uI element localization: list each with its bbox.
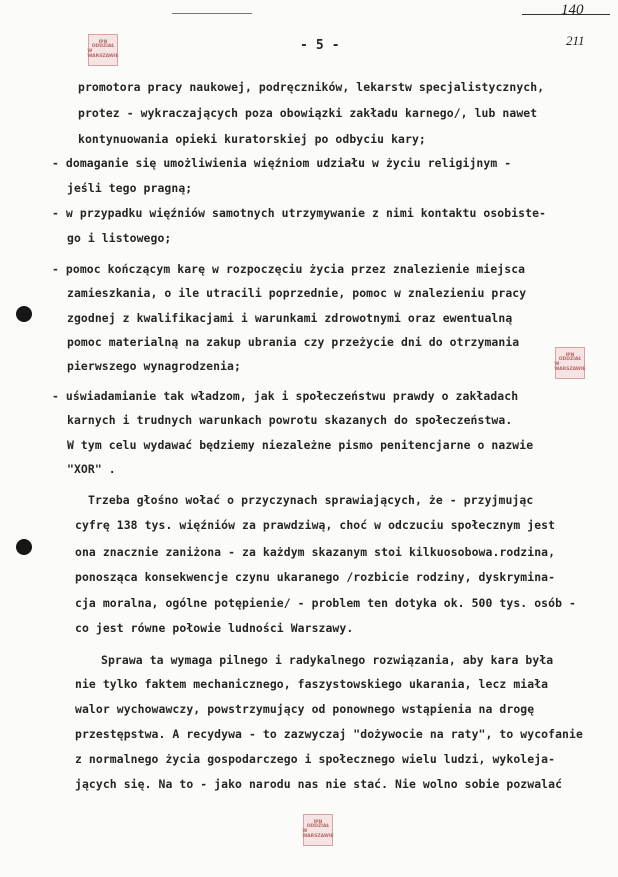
text-line: walor wychowawczy, powstrzymujący od ponownego wstąpienia na drogę — [75, 702, 535, 716]
text-line: co jest równe połowie ludności Warszawy. — [75, 621, 354, 635]
text-line: - w przypadku więźniów samotnych utrzymywanie z nimi kontaktu osobiste- — [52, 206, 546, 220]
ipn-stamp — [88, 34, 118, 66]
text-line: pomoc materialną na zakup ubrania czy przeżycie dni do otrzymania — [67, 335, 520, 349]
text-line: przestępstwa. A recydywa - to zazwyczaj "dożywocie na raty", to wycofanie — [75, 727, 583, 741]
text-line: zamieszkania, o ile utracili poprzednie, pomoc w znalezieniu pracy — [67, 286, 527, 300]
ipn-stamp — [303, 814, 333, 846]
text-line: zgodnej z kwalifikacjami i warunkami zdrowotnymi oraz ewentualną — [67, 311, 513, 325]
text-line: Trzeba głośno wołać o przyczynach sprawiających, że - przyjmując — [88, 493, 534, 507]
punch-hole — [16, 306, 32, 322]
text-line: protez - wykraczających poza obowiązki zakładu karnego/, lub nawet — [78, 106, 538, 120]
stamp-line: W WARSZAWIE — [87, 49, 119, 59]
top-rule-left — [172, 13, 252, 14]
text-line: ona znacznie zaniżona - za każdym skazanym stoi kilkuosobowa.rodzina, — [75, 545, 556, 559]
text-line: Sprawa ta wymaga pilnego i radykalnego rozwiązania, aby kara była — [101, 653, 554, 667]
text-line: cja moralna, ogólne potępienie/ - problem ten dotyka ok. 500 tys. osób - — [75, 596, 576, 610]
stamp-line: W WARSZAWIE — [554, 362, 586, 372]
text-line: karnych i trudnych warunkach powrotu skazanych do społeczeństwa. — [67, 413, 513, 427]
stamp-line: ODDZIAŁ — [558, 357, 582, 363]
text-line: ponosząca konsekwencje czynu ukaranego /rozbicie rodziny, dyskrymina- — [75, 570, 556, 584]
stamp-line: IPN — [313, 819, 323, 825]
page-marker: - 5 - — [300, 38, 340, 53]
stamp-line: W WARSZAWIE — [302, 829, 334, 839]
text-line: pierwszego wynagrodzenia; — [67, 359, 241, 373]
stamp-line: IPN — [98, 39, 108, 45]
stamp-line: IPN — [565, 352, 575, 358]
text-line: - pomoc kończącym karę w rozpoczęciu życia przez znalezienie miejsca — [52, 262, 526, 276]
text-line: "XOR" . — [67, 462, 116, 476]
text-line: jących się. Na to - jako narodu nas nie stać. Nie wolno sobie pozwalać — [75, 777, 563, 791]
text-line: - domaganie się umożliwienia więźniom udziału w życiu religijnym - — [52, 156, 512, 170]
text-line: kontynuowania opieki kuratorskiej po odbyciu kary; — [78, 132, 426, 146]
punch-hole — [16, 539, 32, 555]
text-line: W tym celu wydawać będziemy niezależne pismo penitencjarne o nazwie — [67, 438, 534, 452]
archive-number: 140 — [561, 2, 584, 18]
stamp-line: ODDZIAŁ — [91, 44, 115, 50]
text-line: nie tylko faktem mechanicznego, faszystowskiego ukarania, lecz miała — [75, 677, 549, 691]
text-line: cyfrę 138 tys. więźniów za prawdziwą, choć w odczuciu społecznym jest — [75, 518, 556, 532]
text-line: jeśli tego pragną; — [67, 181, 193, 195]
sheet-number: 211 — [566, 33, 585, 48]
ipn-stamp — [555, 347, 585, 379]
text-line: go i listowego; — [67, 231, 172, 245]
stamp-line: ODDZIAŁ — [306, 824, 330, 830]
text-line: promotora pracy naukowej, podręczników, lekarstw specjalistycznych, — [78, 80, 545, 94]
text-line: - uświadamianie tak władzom, jak i społeczeństwu prawdy o zakładach — [52, 389, 519, 403]
text-line: z normalnego życia gospodarczego i społecznego wielu ludzi, wykoleja- — [75, 752, 556, 766]
